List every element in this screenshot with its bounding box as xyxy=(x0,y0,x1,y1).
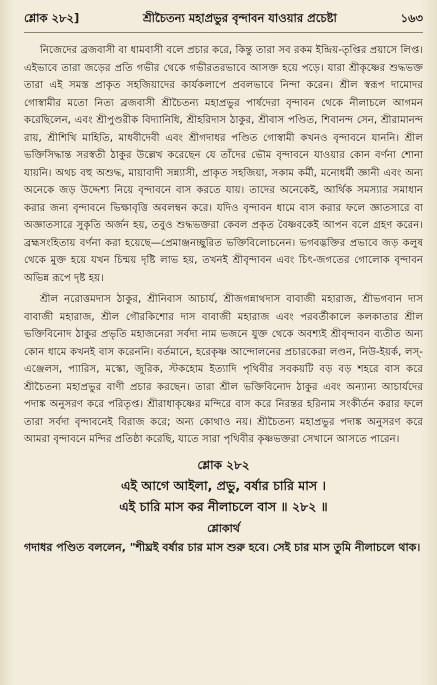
verse-block xyxy=(24,455,423,538)
translation xyxy=(24,538,423,557)
verse-line-1: এই আগে আইলা, প্রভু, বর্ষার চারি মাস । xyxy=(121,477,326,493)
page-number: ১৬৩ xyxy=(400,11,423,25)
verse-label: শ্লোক ২৮২ xyxy=(197,457,250,472)
page-header xyxy=(24,10,423,33)
purport-paragraph-1: নিজেদের ব্রজবাসী বা ধামবাসী বলে প্রচার করে, কিন্তু তারা সব রকম ইন্দ্রিয়-তৃপ্তির প্রয়াসে লিপ্ত। এইভাবে তারা জড়ের প্রতি গভীর থেকে গভীরতরভাবে আসক্ত হয়ে পড়ে। যারা শ্রীকৃষ্ণের শুদ্ধভক্ত তারা এই সমস্ত প্রাকৃত সহজিয়াদের কার্যকলাপে প্রবলভাবে নিন্দা করেন। শ্রীল স্বরূপ দামোদর গোস্বামীর মতো নিত্য ব্রজবাসী শ্রীচৈতন্য মহাপ্রভুর পার্ষদেরা বৃন্দাবন থেকে নীলাচলে আগমন করেছিলেন, এবং শ্রীপুণ্ডরীক বিদ্যানিধি, শ্রীহরিদাস ঠাকুর, শ্রীবাস পণ্ডিত, শিবানন্দ সেন, শ্রীরামানন্দ রায়, শ্রীশিখি মাহিতি, মাধবীদেবী এবং শ্রীগদাধর পণ্ডিত গোস্বামী কখনও বৃন্দাবনে যাননি। শ্রীল ভক্তিসিদ্ধান্ত সরস্বতী ঠাকুর উল্লেখ করেছেন যে তাঁদের ভৌম বৃন্দাবনে যাওয়ার কোন বর্ণনা শোনা যায়নি। অথচ বহু অশুদ্ধ, মায়াবাদী সন্ন্যাসী, প্রাকৃত সহজিয়া, সকাম কর্মী, মনোধর্মী জ্ঞানী এবং অন্য অনেকে জড় উদ্দেশ্য নিয়ে বৃন্দাবনে বাস করতে যায়। তাদের অনেকেই, আর্থিক সমস্যার সমাধান করার জন্য বৃন্দাবনে ভিক্ষাবৃত্তি অবলম্বন করে। যদিও বৃন্দাবন ধামে বাস করার ফলে জ্ঞাতসারে বা অজ্ঞাতসারে সুকৃতি অর্জন হয়, তবুও শুদ্ধভক্তরা কেবল প্রকৃত বৈষ্ণবকেই আপন বলে গ্রহণ করেন। ব্রহ্মসংহিতায় বর্ণনা করা হয়েছে—প্রেমাঞ্জনচ্ছুরিত ভক্তিবিলোচনেন। ভগবদ্ভক্তির প্রভাবে জড় কলুষ থেকে মুক্ত হয়ে যখন চিন্ময় দৃষ্টি লাভ হয়, তখনই শ্রীবৃন্দাবন এবং চিৎ-জগতের গোলোক বৃন্দাবন অভিন্ন রূপে দৃষ্ট হয়। xyxy=(24,45,423,284)
purport-body xyxy=(24,42,423,449)
translation-text: গদাধর পণ্ডিত বললেন, "শীঘ্রই বর্ষার চার মাস শুরু হবে। সেই চার মাস তুমি নীলাচলে থাক। xyxy=(24,540,421,554)
translation-label: শ্লোকার্থ xyxy=(207,521,240,535)
verse-line-2: এই চারি মাস কর নীলাচলে বাস ॥ ২৮২ ॥ xyxy=(119,498,328,514)
purport-paragraph-2: শ্রীল নরোত্তমদাস ঠাকুর, শ্রীনিবাস আচার্য, শ্রীজগন্নাথদাস বাবাজী মহারাজ, শ্রীভগবান দাস বাবাজী মহারাজ, শ্রীল গৌরকিশোর দাস বাবাজী মহারাজ এবং পরবর্তীকালে কলকাতার শ্রীল ভক্তিবিনোদ ঠাকুর প্রভৃতি মহাজনেরা সর্বদা নাম ভজনে যুক্ত থেকে অবশ্যই শ্রীবৃন্দাবন ব্যতীত অন্য কোন ধামে কখনই বাস করেননি। বর্তমানে, হরেকৃষ্ণ আন্দোলনের প্রচারকেরা লণ্ডন, নিউ-ইয়র্ক, লস্‌-এঞ্জেলস, প্যারিস, মস্কো, জুরিক, স্টকহোম ইত্যাদি পৃথিবীর সবকয়টি বড় বড় শহরে বাস করে শ্রীচৈতন্য মহাপ্রভুর বাণী প্রচার করছেন। তারা শ্রীল ভক্তিবিনোদ ঠাকুর এবং অন্যান্য আচার্যদের পদাঙ্ক অনুসরণ করে পরিতৃপ্ত। শ্রীরাধাকৃষ্ণের মন্দিরে বাস করে নিরন্তর হরিনাম সংকীর্তন করার ফলে তারা সর্বদা বৃন্দাবনেই বিরাজ করে; অন্য কোথাও নয়। শ্রীচৈতন্য মহাপ্রভুর পদাঙ্ক অনুসরণ করে আমরা বৃন্দাবনে মন্দির প্রতিষ্ঠা করেছি, যাতে সারা পৃথিবীর কৃষ্ণভক্তরা সেখানে আসতে পারেন। xyxy=(24,294,423,445)
verse-reference: শ্লোক ২৮২] xyxy=(24,11,80,25)
chapter-title: শ্রীচৈতন্য মহাপ্রভুর বৃন্দাবন যাওয়ার প্রচেষ্টা xyxy=(143,11,337,25)
